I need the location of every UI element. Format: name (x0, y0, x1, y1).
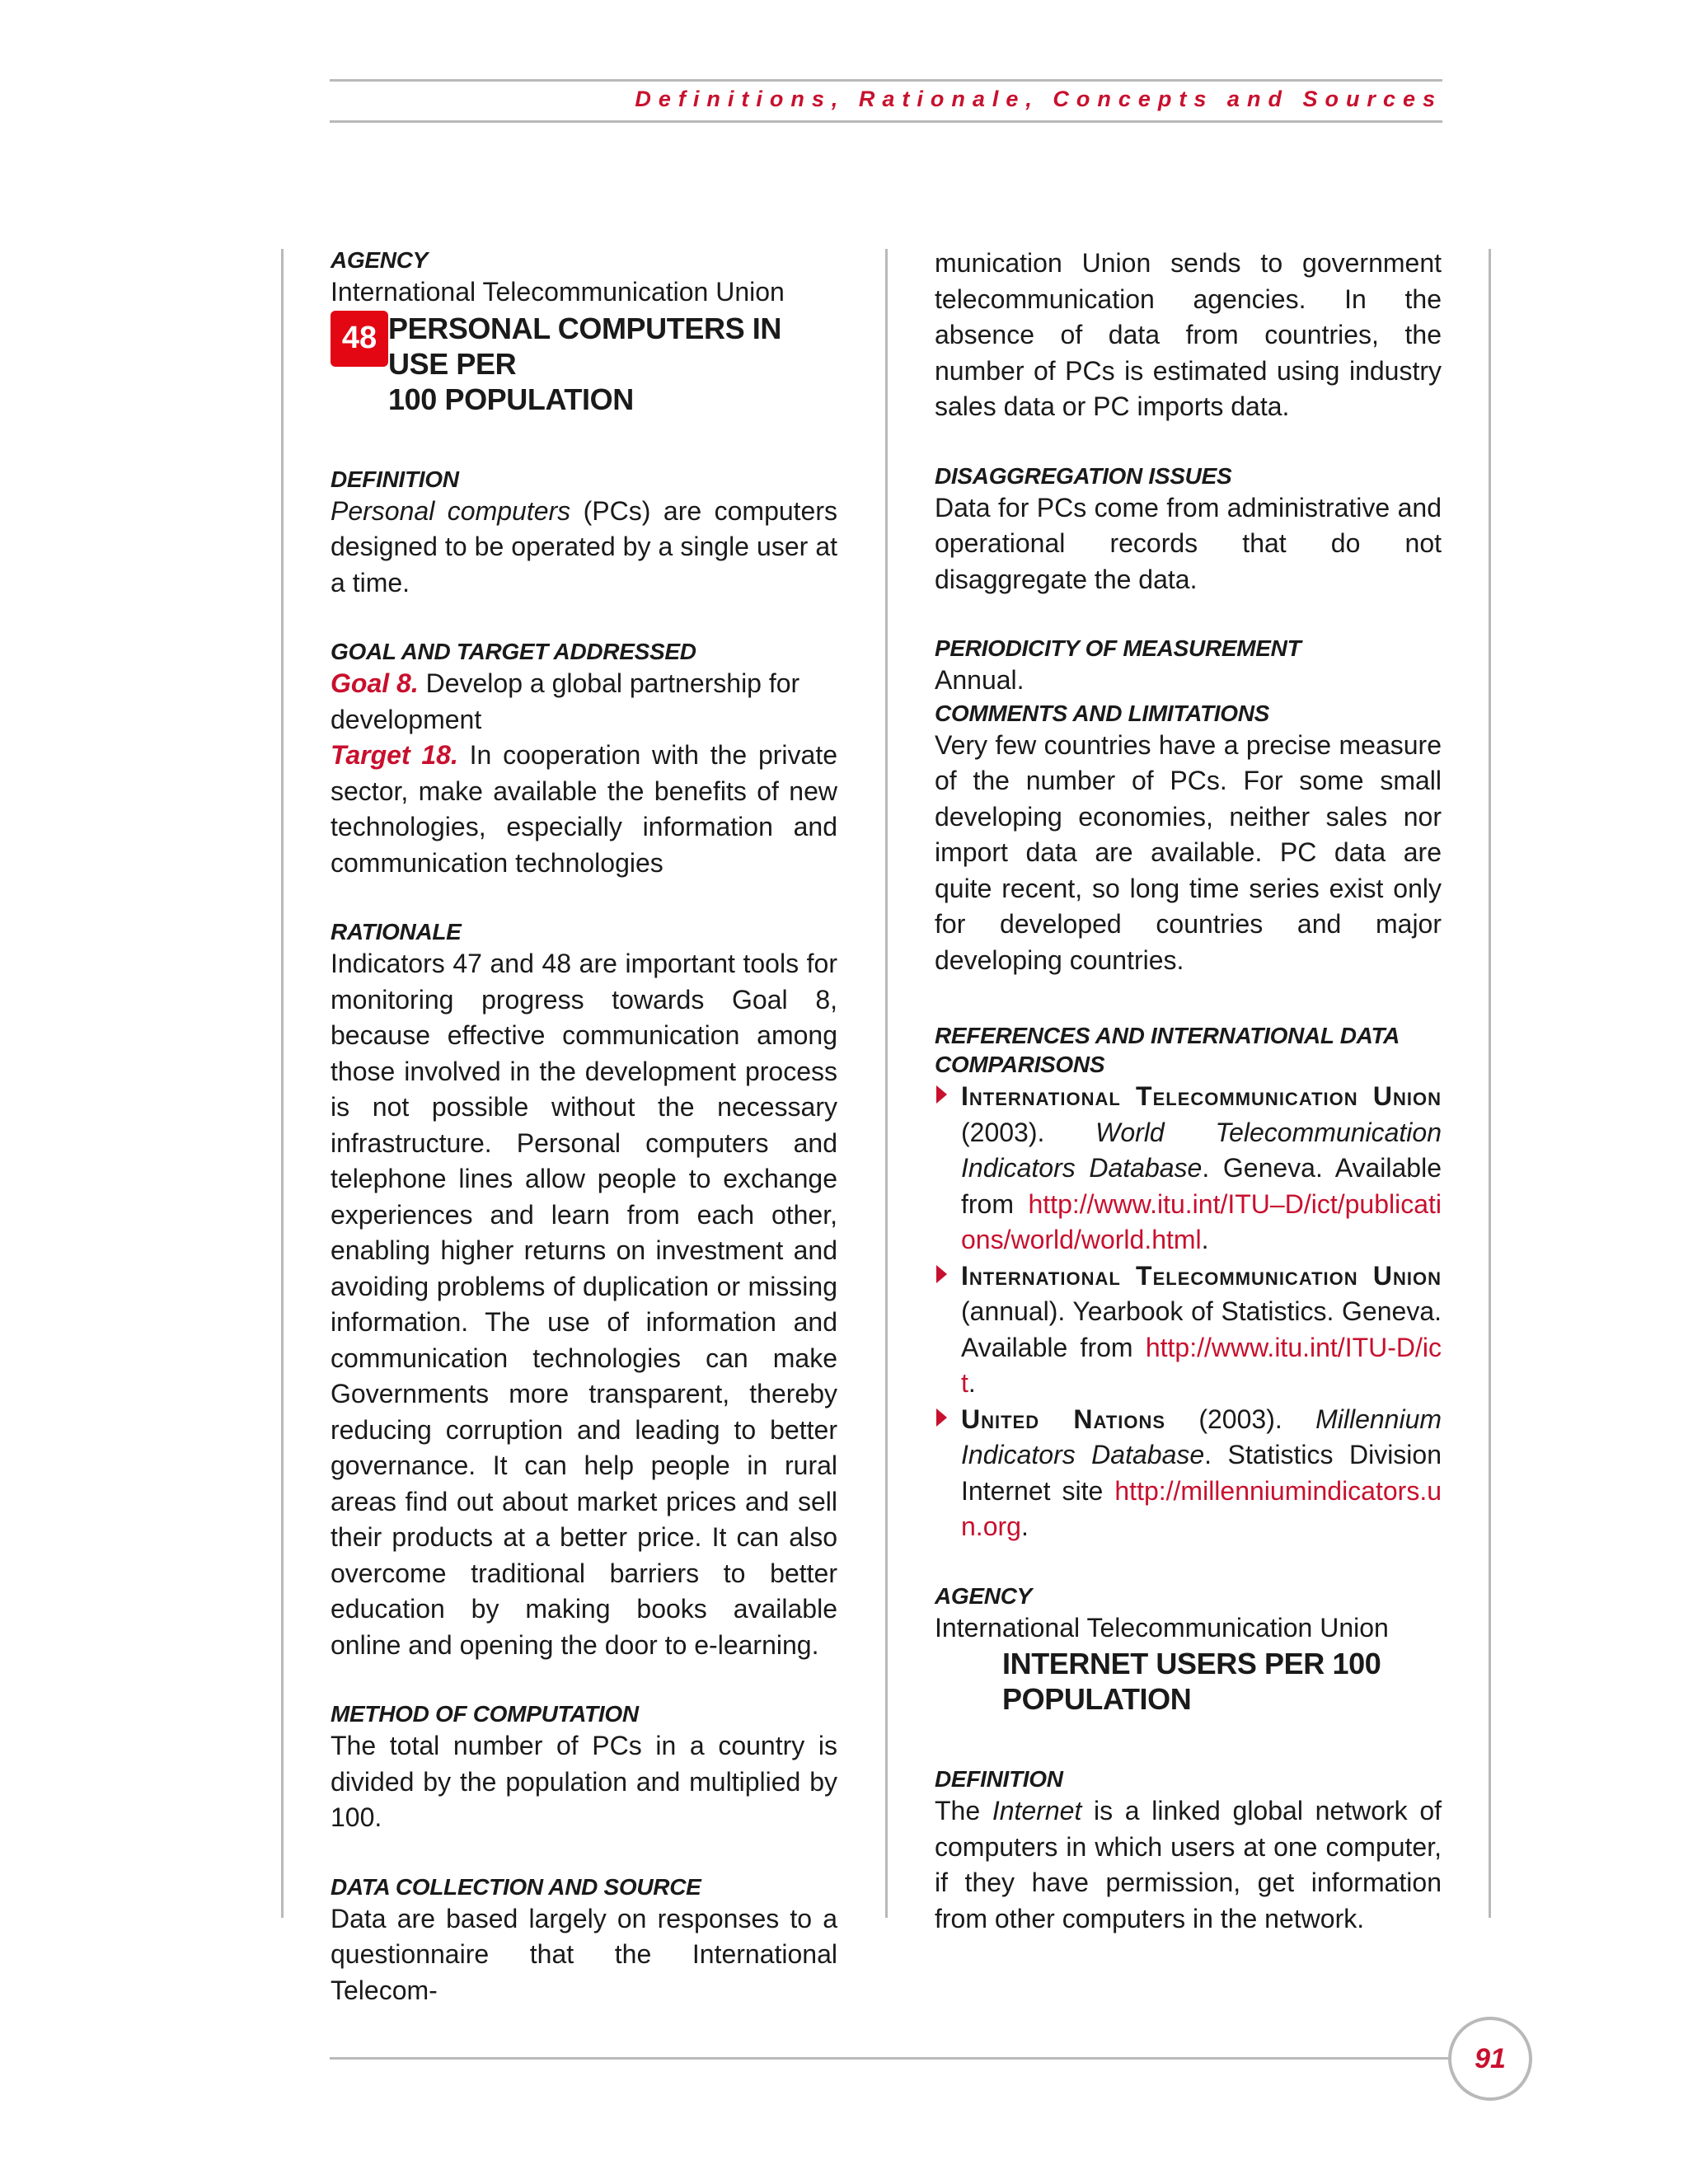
reference-author: International Telecommunication Union (961, 1260, 1442, 1291)
goal-body: Develop a global partnership for development (331, 668, 800, 734)
periodicity-heading: PERIODICITY OF MEASUREMENT (935, 635, 1301, 661)
definition-heading: DEFINITION (331, 466, 459, 492)
reference-link[interactable]: http://www.itu.int/ITU-D/ict (961, 1332, 1442, 1398)
agency-heading: AGENCY (331, 247, 428, 273)
header-top-rule (330, 79, 1442, 82)
target-text (331, 738, 837, 881)
left-margin-rule (281, 249, 284, 1918)
definition2-heading: DEFINITION (935, 1766, 1063, 1792)
running-header: Definitions, Rationale, Concepts and Sources (635, 87, 1442, 111)
indicator2-title-line1: INTERNET USERS PER 100 (1002, 1647, 1381, 1680)
left-column (331, 246, 837, 2008)
collection-heading: DATA COLLECTION AND SOURCE (331, 1873, 701, 1900)
reference-text: . (1020, 1511, 1029, 1541)
reference-text: (annual). Yearbook of Statistics. Geneva. Available from (961, 1296, 1442, 1362)
indicator-title-text (388, 311, 837, 417)
definition-text (331, 494, 837, 602)
indicator-title-line2: 100 POPULATION (388, 382, 634, 416)
collection-continued-text: munication Union sends to government telecommunication agencies. In the absence of data from countries, the number of PCs is estimated using industry sales data or PC imports data. (935, 248, 1442, 421)
reference-author: International Telecommunication Union (961, 1081, 1442, 1111)
reference-item (935, 1258, 1442, 1402)
reference-title: World Telecommunication Indicators Database (961, 1117, 1442, 1183)
agency-heading-2: AGENCY (935, 1582, 1032, 1609)
agency-text: International Telecommunication Union (331, 277, 785, 307)
reference-text: . (968, 1368, 976, 1398)
method-text: The total number of PCs in a country is divided by the population and multiplied by 100. (331, 1731, 837, 1832)
definition2-term: Internet (992, 1796, 1082, 1825)
definition-term: Personal computers (331, 495, 571, 526)
footer-rule (330, 2057, 1449, 2060)
reference-title: Millennium Indicators Database (961, 1404, 1442, 1469)
triangle-bullet-icon (936, 1265, 947, 1283)
collection-text: Data are based largely on responses to a questionnaire that the International Telecom- (331, 1903, 837, 2005)
reference-link[interactable]: http://www.itu.int/ITU–D/ict/publications/world/world.html (961, 1188, 1442, 1254)
definition2-body: is a linked global network of computers in which users at one computer, if they have permission, get information from other computers in the network. (935, 1796, 1442, 1933)
reference-text: (2003). (1165, 1404, 1316, 1434)
triangle-bullet-icon (936, 1085, 947, 1104)
rationale-heading: RATIONALE (331, 919, 462, 944)
reference-text: . Geneva. Available from (961, 1153, 1442, 1219)
right-margin-rule (1489, 249, 1491, 1918)
reference-text: (2003). (961, 1117, 1096, 1147)
reference-link[interactable]: http://millenniumindicators.un.org (961, 1475, 1442, 1541)
rationale-text: Indicators 47 and 48 are important tools for monitoring progress towards Goal 8, because effective communication among those involved in the development process is not possible without the necessary infrastructure. Personal computers and telephone lines allow people to exchange experiences and learn from each other, enabling higher returns on investment and avoiding problems of duplication or missing information. The use of information and communication technologies can make Governments more transparent, thereby reducing corruption and leading to better governance. It can help people in rural areas find out about market prices and sell their products at a better price. It can also overcome traditional barriers to better education by making books available online and opening the door to e-learning. (331, 949, 837, 1660)
reference-item (935, 1079, 1442, 1258)
agency-text-2: International Telecommunication Union (935, 1612, 1389, 1643)
header-bottom-rule (330, 120, 1442, 123)
comments-text: Very few countries have a precise measure of the number of PCs. For some small developing economies, neither sales nor import data are available. PC data are quite recent, so long time series exist only for developed countries and major developing countries. (935, 729, 1442, 975)
goal-label: Goal 8. (331, 668, 419, 698)
page-number: 91 (1448, 2017, 1532, 2101)
definition-body: (PCs) are computers designed to be operated by a single user at a time. (331, 495, 838, 598)
definition2-pre: The (935, 1796, 992, 1825)
column-divider (885, 249, 888, 1918)
indicator-48-title (331, 311, 837, 417)
target-label: Target 18. (331, 740, 458, 770)
reference-item (935, 1402, 1442, 1545)
indicator2-title-line2: POPULATION (1002, 1682, 1192, 1716)
comments-heading: COMMENTS AND LIMITATIONS (935, 700, 1270, 726)
references-heading: REFERENCES AND INTERNATIONAL DATA COMPARISONS (935, 1023, 1400, 1077)
reference-author: United Nations (961, 1404, 1166, 1434)
right-column (935, 246, 1442, 1937)
goal-text (331, 666, 837, 738)
target-body: In cooperation with the private sector, make available the benefits of new technologies, especially information and communication technologies (331, 740, 838, 878)
triangle-bullet-icon (936, 1408, 947, 1427)
indicator-internet-title (935, 1646, 1442, 1717)
definition2-text (935, 1793, 1442, 1937)
goal-heading: GOAL AND TARGET ADDRESSED (331, 639, 696, 664)
reference-text: . (1201, 1225, 1209, 1254)
disaggregation-text: Data for PCs come from administrative and operational records that do not disaggregate the data. (935, 492, 1442, 594)
indicator-number-badge: 48 (331, 311, 388, 367)
disaggregation-heading: DISAGGREGATION ISSUES (935, 462, 1232, 489)
method-heading: METHOD OF COMPUTATION (331, 1701, 639, 1727)
indicator-title-line1: PERSONAL COMPUTERS IN USE PER (388, 311, 781, 381)
periodicity-text: Annual. (935, 665, 1025, 695)
reference-text: . Statistics Division Internet site (961, 1440, 1442, 1506)
